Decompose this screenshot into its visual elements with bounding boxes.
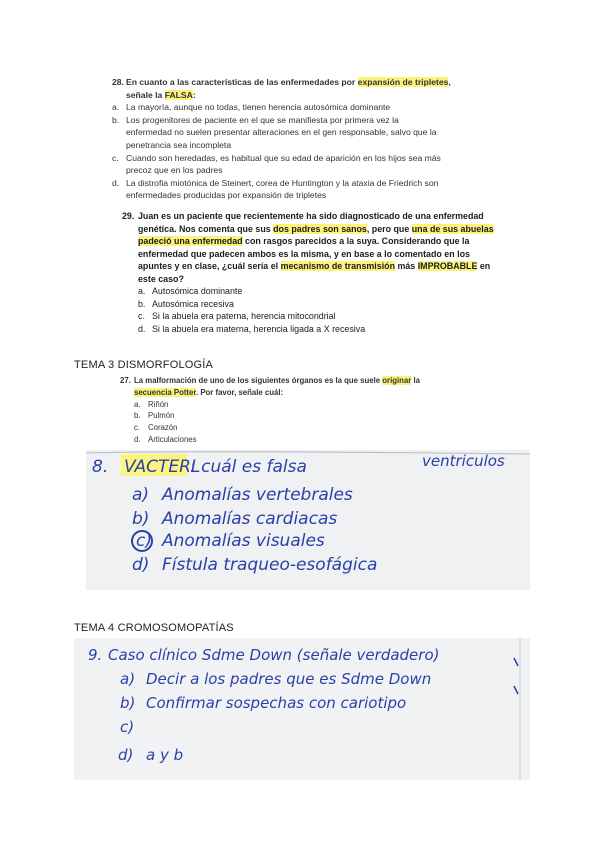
note-vacterl-number: 8. [92, 457, 109, 477]
question-28 [112, 76, 472, 202]
note-vacterl-title: : cuál es falsa [190, 457, 307, 477]
highlight-mecanismo-transmision: mecanismo de transmisión [280, 261, 396, 271]
handwritten-note-down [74, 638, 530, 780]
question-29-option-a: a. Autosómica dominante [138, 286, 243, 296]
question-27-number: 27. [120, 376, 131, 385]
question-27-stem: 27. La malformación de uno de los siguientes órganos es la que suele originar la secuencia Potter. Por favor, señale cuál: [120, 376, 420, 397]
highlight-una-abuela: una de sus abuelas [411, 223, 494, 234]
question-27 [120, 375, 440, 446]
question-27-option-a: a. Riñón [134, 399, 169, 409]
question-27-option-b: b. Pulmón [134, 411, 175, 421]
note-vacterl-option-b: Anomalías cardiacas [162, 509, 338, 529]
question-28-option-a: a. La mayoría, aunque no todas, tienen herencia autosómica dominante [112, 102, 391, 113]
note-down-option-d: a y b [146, 746, 184, 764]
question-29-stem: 29. Juan es un paciente que recientemente ha sido diagnosticado de una enfermedad genética. Nos comenta que sus dos padres son sanos, pero que una de sus abuelas padeció una enfermedad con rasgos parecidos a la suya. Considerando que la enfermedad que padecen ambos es la misma, y en base a lo comentado en los apuntes y en clase, ¿cuál sería el mecanismo de transmisión más IMPROBABLE en este caso? [122, 211, 494, 284]
highlight-originar: originar [382, 376, 412, 385]
highlight-secuencia-potter: secuencia Potter [134, 387, 196, 397]
note-down-number: 9. [88, 646, 103, 664]
question-28-option-d: d. La distrofia miotónica de Steinert, corea de Huntington y la ataxia de Friedrich son enfermedades producidas por expansión de tripletes [112, 177, 439, 201]
highlight-padecio-enfermedad: padeció una enfermedad [138, 236, 243, 246]
note-down-option-b: Confirmar sospechas con cariotipo [146, 694, 407, 712]
note-vacterl-corner-word: ventriculos [422, 452, 505, 470]
note-vacterl-option-d: Fístula traqueo-esofágica [162, 555, 378, 575]
note-down-option-a: Decir a los padres que es Sdme Down [146, 670, 432, 688]
note-down-title: Caso clínico Sdme Down (señale verdadero) [108, 646, 440, 664]
note-vacterl-option-c: Anomalías visuales [162, 531, 325, 551]
note-vacterl-option-a: Anomalías vertebrales [162, 485, 353, 505]
note-down-option-d-letter: d) [118, 746, 134, 764]
note-vacterl-option-d-letter: d) [132, 555, 150, 575]
question-28-number: 28. [112, 77, 124, 87]
question-29 [122, 210, 494, 335]
highlight-dos-padres-sanos: dos padres son sanos [273, 223, 367, 234]
question-28-option-b: b. Los progenitores de paciente en el que se manifiesta por primera vez la enfermedad no suelen presentar alteraciones en el gen responsable, salvo que la penetrancia sea incompleta [112, 114, 437, 150]
question-28-option-c: c. Cuando son heredadas, es habitual que su edad de aparición en los hijos sea más precoz que en los padres [112, 152, 441, 176]
note-vacterl-drawing [86, 450, 530, 590]
question-29-option-b: b. Autosómica recesiva [138, 298, 234, 309]
note-down-option-a-letter: a) [120, 670, 136, 688]
question-29-option-c: c. Si la abuela era paterna, herencia mitocondrial [138, 311, 336, 321]
highlight-falsa: FALSA [164, 89, 193, 100]
note-vacterl-title-highlight: VACTERL [124, 457, 201, 477]
question-29-number: 29. [122, 211, 135, 221]
note-down-option-b-letter: b) [120, 694, 136, 712]
highlight-improbable: IMPROBABLE [417, 261, 478, 271]
section-title-tema-4: TEMA 4 CROMOSOMOPATÍAS [74, 622, 234, 634]
question-28-stem: 28. En cuanto a las características de las enfermedades por expansión de tripletes, señale la FALSA: [112, 77, 451, 100]
section-title-tema-3: TEMA 3 DISMORFOLOGÍA [74, 359, 214, 371]
highlight-expansion-tripletes: expansión de tripletes [357, 77, 449, 87]
question-27-option-c: c. Corazón [134, 423, 178, 433]
note-vacterl-option-a-letter: a) [132, 485, 150, 505]
question-29-option-d: d. Si la abuela era materna, herencia ligada a X recesiva [138, 323, 366, 334]
handwritten-note-vacterl [86, 450, 530, 590]
note-down-drawing [74, 638, 530, 780]
question-27-option-d: d. Articulaciones [134, 434, 197, 444]
note-vacterl-option-b-letter: b) [132, 509, 150, 529]
note-vacterl-option-c-letter: c) [136, 531, 152, 551]
note-down-option-c-letter: c) [120, 718, 135, 736]
